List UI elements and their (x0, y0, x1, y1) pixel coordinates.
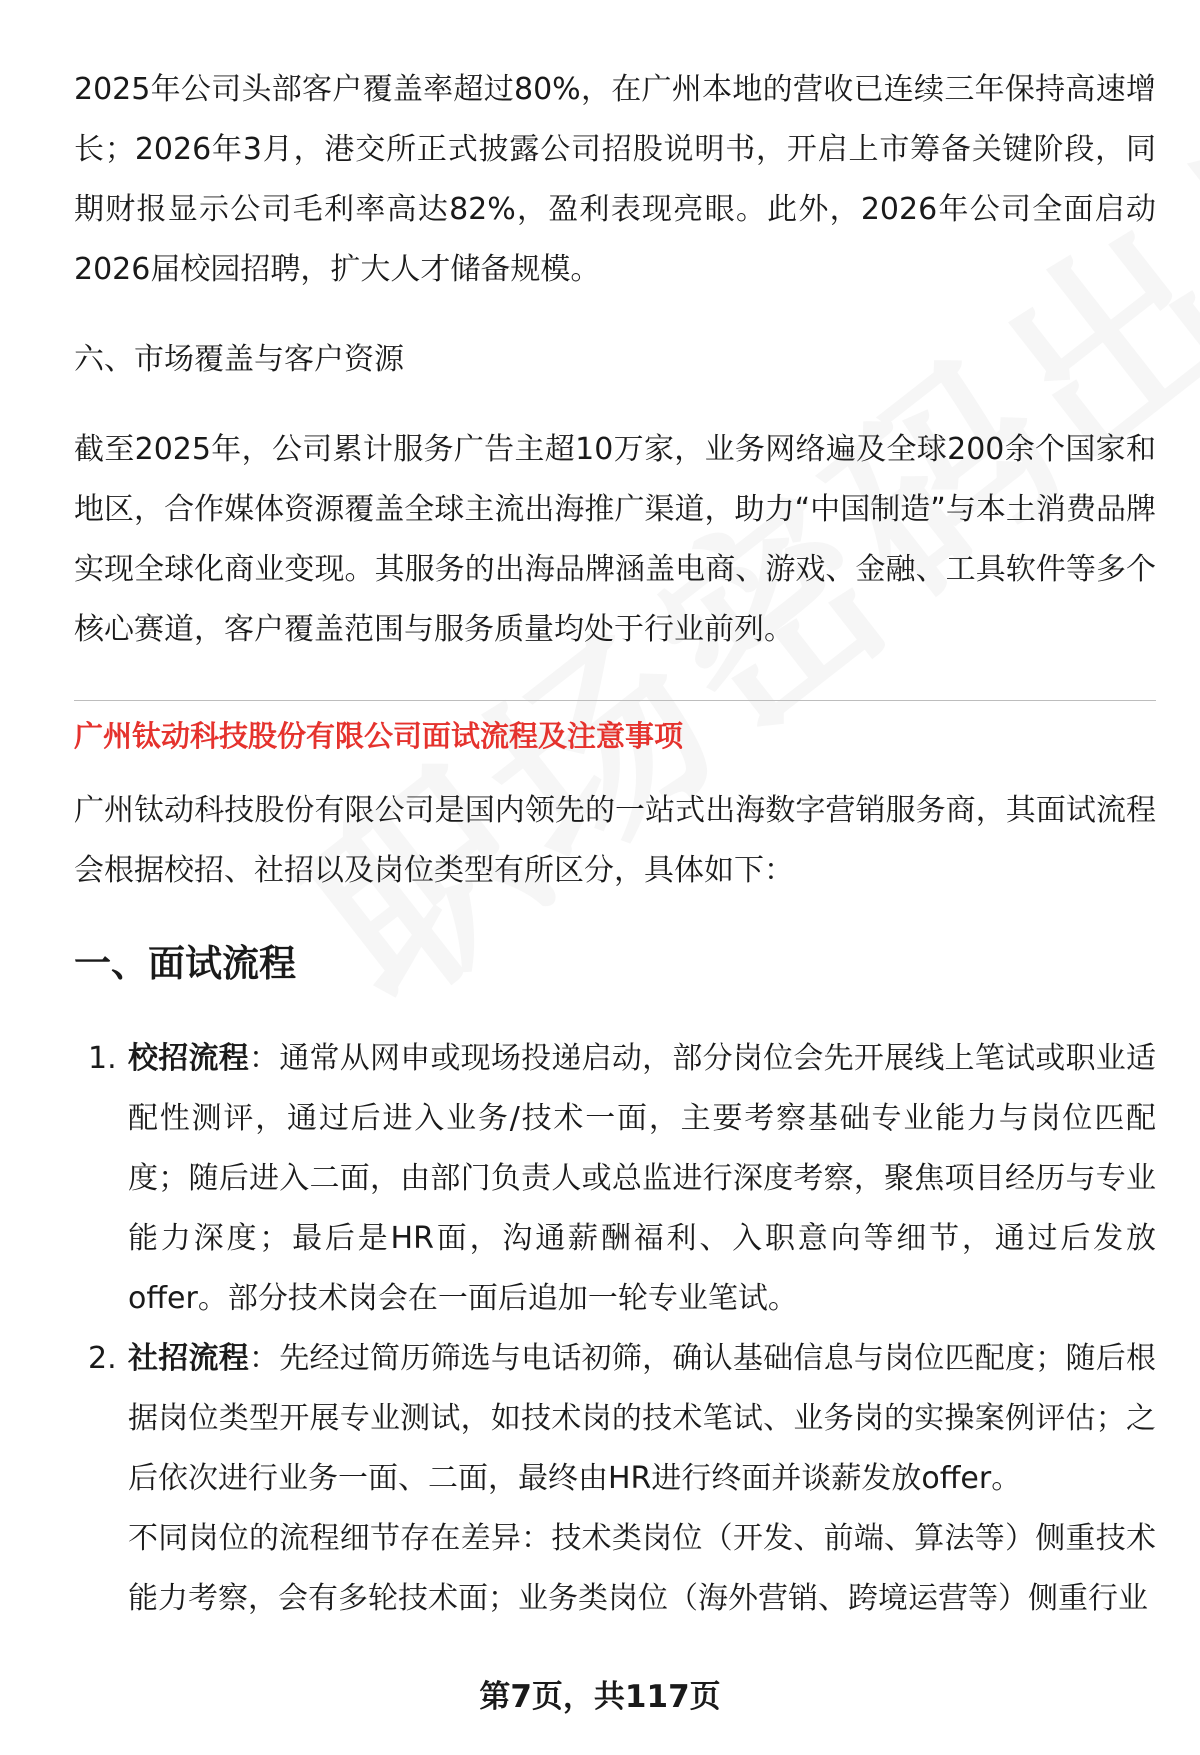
section-heading-market: 六、市场覆盖与客户资源 (74, 342, 404, 377)
list-item-label: 社招流程 (128, 1341, 249, 1376)
list-item-body: ：通常从网申或现场投递启动，部分岗位会先开展线上笔试或职业适配性测评，通过后进入业务/技术一面，主要考察基础专业能力与岗位匹配度；随后进入二面，由部门负责人或总监进行深度考察，聚焦项目经历与专业能力深度；最后是HR面，沟通薪酬福利、入职意向等细节，通过后发放offer。部分技术岗会在一面后追加一轮专业笔试。 (128, 1041, 1157, 1316)
list-item-body: ：先经过简历筛选与电话初筛，确认基础信息与岗位匹配度；随后根据岗位类型开展专业测试，如技术岗的技术笔试、业务岗的实操案例评估；之后依次进行业务一面、二面，最终由HR进行终面并谈薪发放offer。 (128, 1341, 1157, 1496)
document-title: 广州钛动科技股份有限公司面试流程及注意事项 (74, 719, 684, 753)
market-paragraph: 截至2025年，公司累计服务广告主超10万家，业务网络遍及全球200余个国家和地区，合作媒体资源覆盖全球主流出海推广渠道，助力“中国制造”与本土消费品牌实现全球化商业变现。其服务的出海品牌涵盖电商、游戏、金融、工具软件等多个核心赛道，客户覆盖范围与服务质量均处于行业前列。 (74, 432, 1156, 647)
list-item (74, 1329, 1156, 1629)
intro-paragraph: 2025年公司头部客户覆盖率超过80%，在广州本地的营收已连续三年保持高速增长；2026年3月，港交所正式披露公司招股说明书，开启上市筹备关键阶段，同期财报显示公司毛利率高达82%，盈利表现亮眼。此外，2026年公司全面启动2026届校园招聘，扩大人才储备规模。 (74, 72, 1156, 287)
list-item (74, 1029, 1156, 1329)
list-item-note: 不同岗位的流程细节存在差异：技术类岗位（开发、前端、算法等）侧重技术能力考察，会有多轮技术面；业务类岗位（海外营销、跨境运营等）侧重行业 (128, 1521, 1156, 1616)
list-item-text (128, 1029, 1156, 1329)
list-item-text (128, 1329, 1156, 1509)
company-intro-paragraph: 广州钛动科技股份有限公司是国内领先的一站式出海数字营销服务商，其面试流程会根据校招、社招以及岗位类型有所区分，具体如下： (74, 793, 1156, 888)
heading-interview-process: 一、面试流程 (74, 942, 296, 985)
process-list (74, 1029, 1156, 1629)
page-footer: 第7页，共117页 (479, 1679, 721, 1715)
list-item-label: 校招流程 (128, 1041, 249, 1076)
page-content (74, 60, 1156, 1629)
list-number: 1. (88, 1041, 117, 1076)
list-number: 2. (88, 1341, 117, 1376)
